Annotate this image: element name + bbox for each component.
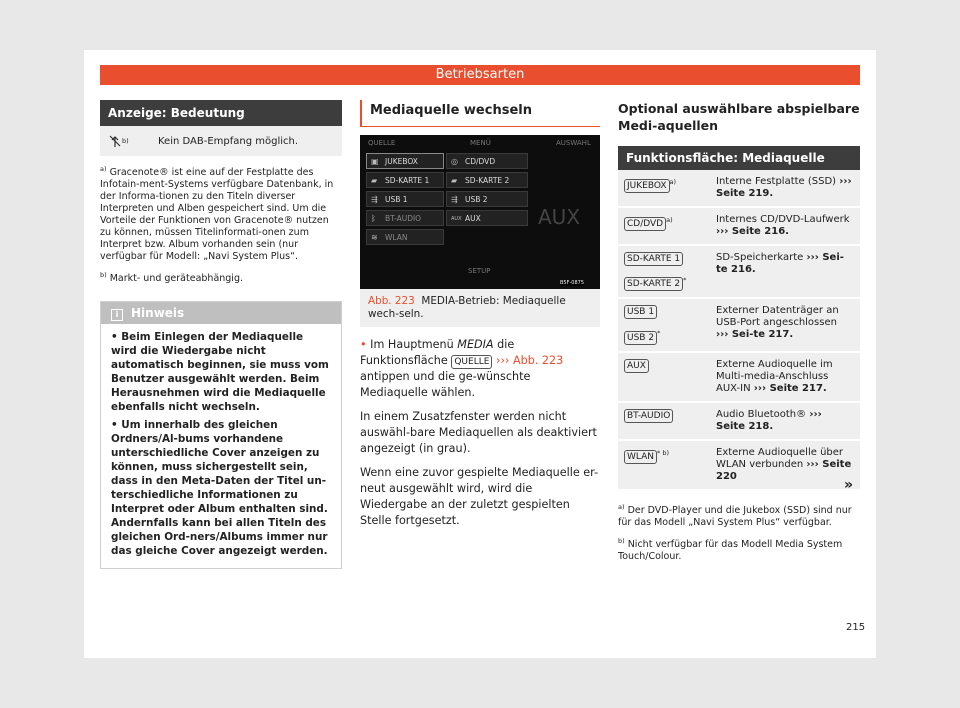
body-text (360, 337, 600, 529)
page-ref-link[interactable]: ››› Seite 219. (716, 176, 852, 199)
page-ref-link[interactable]: ››› Sei-te 217. (716, 329, 794, 341)
row-description: Interne Festplatte (SSD) (716, 176, 837, 187)
section-title: Optional auswählbare abspielbare Medi-aquellen (618, 101, 860, 133)
cd-icon: ◎ (451, 157, 458, 166)
footnote-marker: a) (669, 178, 677, 186)
page-ref-link[interactable]: ››› Seite 218. (716, 408, 822, 432)
hint-title: Hinweis (131, 306, 185, 321)
figure-ref-link[interactable]: ››› Abb. 223 (495, 354, 564, 367)
source-key: WLAN (624, 450, 657, 464)
info-icon: i (111, 309, 123, 321)
row-description: Internes CD/DVD-Laufwerk (716, 214, 850, 225)
row-description: Externe Audioquelle im Multi-media-Anschluss AUX-IN (716, 358, 833, 394)
footnote-b: $^{b)}$ Markt- und geräteabhängig. (100, 271, 243, 285)
hint-box (100, 301, 342, 569)
tab-menu: MENÜ (470, 139, 491, 147)
no-signal-icon (100, 134, 158, 148)
chapter-header: Betriebsarten (100, 65, 860, 85)
tab-auswahl: AUSWAHL (556, 139, 591, 147)
usb-icon: ⇶ (371, 195, 378, 204)
table-row (618, 170, 860, 208)
table-row (618, 403, 860, 441)
footnote-marker: * b) (657, 448, 669, 457)
paragraph: In einem Zusatzfenster werden nicht auswähl-bare Mediaquellen als deaktiviert angezeigt (in grau). (360, 410, 597, 455)
caption-text: MEDIA-Betrieb: Mediaquelle wech-seln. (368, 295, 566, 320)
media-screen-figure (360, 135, 600, 289)
row-description: Externer Datenträger an USB-Port angeschlossen (716, 305, 839, 329)
source-key: JUKEBOX (624, 179, 670, 193)
big-aux-label: AUX (538, 205, 581, 229)
source-key: AUX (624, 359, 649, 373)
page-ref-link[interactable]: ››› Seite 217. (753, 382, 827, 394)
source-sd2: ▰ SD-KARTE 2 (446, 172, 528, 188)
middle-column (360, 100, 600, 537)
source-key: CD/DVD (624, 217, 666, 231)
source-key: SD-KARTE 1 (624, 252, 683, 266)
paragraph: • Im Hauptmenü MEDIA die Funktionsfläche QUELLE ››› Abb. 223 antippen und die ge-wünschte Mediaquelle wählen. (360, 338, 564, 399)
row-description: Audio Bluetooth® (716, 408, 807, 420)
left-column (100, 100, 342, 569)
row-text: Kein DAB-Empfang möglich. (158, 135, 299, 147)
setup-label: SETUP (468, 267, 491, 275)
table-row (100, 126, 342, 157)
hint-item: • Um innerhalb des gleichen Ordners/Al-bums vorhandene unterschiedliche Cover anzeigen zu können, muss sichergestellt sein, dass in den Meta-Daten der Titel un-terschiedliche Informationen zu Interpret oder Album enthalten sind. Andernfalls kann bei allen Titeln des gleichen Ord-ners/Albums immer nur das gleiche Cover angezeigt werden. (111, 419, 328, 558)
sd-card-icon: ▰ (371, 176, 378, 185)
source-key: SD-KARTE 2 (624, 277, 683, 291)
source-sd1: ▰ SD-KARTE 1 (366, 172, 444, 188)
key-quelle: QUELLE (451, 355, 492, 369)
paragraph: Wenn eine zuvor gespielte Mediaquelle er-neut ausgewählt wird, wird die Wiedergabe an der zuletzt gespielten Stelle fortgesetzt. (360, 466, 599, 527)
wifi-icon: ≋ (371, 233, 378, 242)
source-key: BT-AUDIO (624, 409, 673, 423)
table-row (618, 246, 860, 299)
footnote-marker: * (683, 276, 687, 284)
table-row (618, 299, 860, 352)
sd-card-icon: ▰ (451, 176, 458, 185)
table-row (618, 208, 860, 246)
table-row (618, 353, 860, 403)
source-key: USB 2 (624, 331, 657, 345)
row-description: SD-Speicherkarte (716, 252, 804, 263)
page-ref-link[interactable]: ››› Seite 220 (716, 458, 852, 482)
footnote-marker: a) (666, 216, 673, 224)
hint-item: • Beim Einlegen der Mediaquelle wird die Wiedergabe nicht automatisch beginnen, sie muss vom Benutzer ausgewählt werden. Beim Herausnehmen wird die Mediaquelle ebenfalls nicht wechseln. (111, 331, 329, 414)
usb-icon: ⇶ (451, 195, 458, 204)
source-usb1: ⇶ USB 1 (366, 191, 444, 207)
right-column (618, 100, 860, 563)
page-ref-link[interactable]: ››› Sei-te 216. (716, 252, 844, 275)
footnote-marker: b) (122, 137, 129, 145)
source-aux: AUX AUX (446, 210, 528, 226)
page-ref-link[interactable]: ››› Seite 216. (716, 226, 789, 237)
source-bt-audio: ᛒ BT-AUDIO (366, 210, 444, 226)
caption-number: Abb. 223 (368, 295, 415, 307)
footnote-a: $^{a)}$ Gracenote® ist eine auf der Festplatte des Infotain-ment-Systems verfügbare Datenbank, in der Informa-tionen zu den Titeln diverser Interpreten und Alben gespeichert sind. Um die Vorteile der Funktionen von Gracenote® nutzen zu können, müssen Titelinformati-onen zum Interpret bzw. Album vorhanden sein (nur verfügbar für Modell: „Navi System Plus“. (100, 165, 334, 263)
aux-icon: AUX (451, 216, 462, 222)
source-key: USB 1 (624, 305, 657, 319)
tab-quelle: QUELLE (368, 139, 396, 147)
footnote-marker: * (657, 329, 661, 338)
figure-caption (360, 289, 600, 327)
footnote-a: $^{a)}$ Der DVD-Player und die Jukebox (SSD) sind nur für das Modell „Navi System Plus“ verfügbar. (618, 502, 852, 528)
source-wlan: ≋ WLAN (366, 229, 444, 245)
disc-icon: ▣ (371, 157, 379, 166)
footnote-b: $^{b)}$ Nicht verfügbar für das Modell Media System Touch/Colour. (618, 536, 843, 562)
continue-arrow: » (844, 477, 854, 493)
media-table (618, 170, 860, 491)
source-usb2: ⇶ USB 2 (446, 191, 528, 207)
source-cd-dvd: ◎ CD/DVD (446, 153, 528, 169)
section-title: Mediaquelle wechseln (360, 100, 600, 127)
table-row (618, 441, 860, 491)
table-header: Anzeige: Bedeutung (100, 100, 342, 126)
source-jukebox: ▣ JUKEBOX (366, 153, 444, 169)
table-header: Funktionsfläche: Mediaquelle (618, 146, 860, 170)
row-description: Externe Audioquelle über WLAN verbunden (716, 446, 844, 470)
bluetooth-icon: ᛒ (371, 214, 376, 223)
page-number: 215 (846, 622, 866, 633)
hint-header (101, 302, 341, 324)
figure-code: B5F-0875 (560, 280, 585, 286)
